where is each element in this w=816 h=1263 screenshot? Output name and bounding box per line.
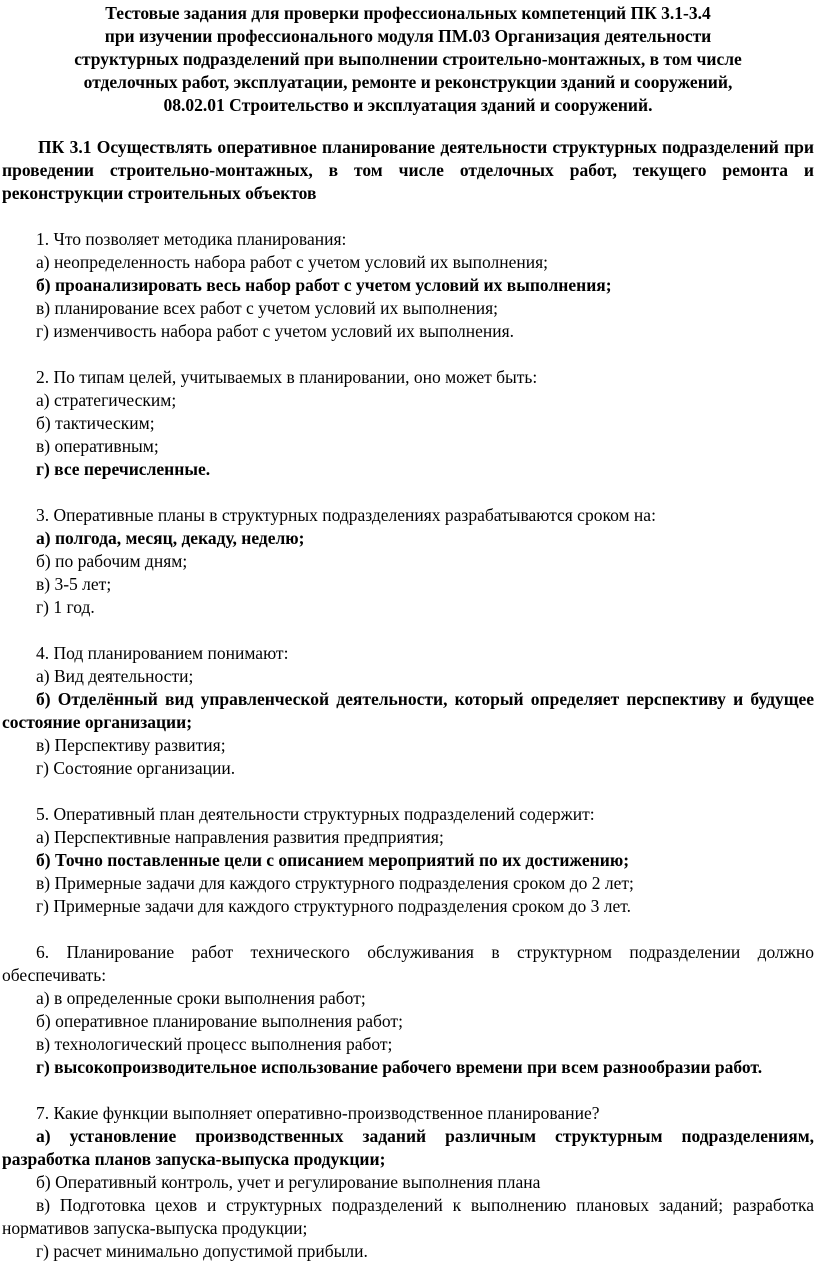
question-text: 7. Какие функции выполняет оперативно-производственное планирование? [36,1103,600,1123]
question-block-1 [2,228,814,343]
answer-option-correct: б) проанализировать весь набор работ с учетом условий их выполнения; [36,275,612,295]
answer-option-correct: а) полгода, месяц, декаду, неделю; [36,528,305,548]
answer-option: в) технологический процесс выполнения работ; [36,1034,393,1054]
question-block-3 [2,504,814,619]
question-block-5 [2,803,814,918]
question-block-4 [2,642,814,780]
answer-option: б) тактическим; [36,413,155,433]
answer-option: в) Примерные задачи для каждого структурного подразделения сроком до 2 лет; [36,873,634,893]
title-line: структурных подразделений при выполнении строительно-монтажных, в том числе [74,49,742,69]
answer-option: в) оперативным; [36,436,159,456]
answer-option-correct: г) высокопроизводительное использование рабочего времени при всем разнообразии работ. [36,1057,763,1077]
answer-option-correct: г) все перечисленные. [36,459,211,479]
answer-option-correct: б) Отделённый вид управленческой деятельности, который определяет перспективу и будущее состояние организации; [2,689,814,732]
answer-option-correct: б) Точно поставленные цели с описанием мероприятий по их достижению; [36,850,630,870]
competence-heading: ПК 3.1 Осуществлять оперативное планирование деятельности структурных подразделений при проведении строительно-монтажных, в том числе отделочных работ, текущего ремонта и реконструкции строительных объектов [2,137,814,203]
answer-option: а) Перспективные направления развития предприятия; [36,827,444,847]
answer-option: а) неопределенность набора работ с учетом условий их выполнения; [36,252,549,272]
answer-option: в) Перспективу развития; [36,735,226,755]
question-text: 5. Оперативный план деятельности структурных подразделений содержит: [36,804,595,824]
answer-option: а) стратегическим; [36,390,177,410]
answer-option: в) планирование всех работ с учетом условий их выполнения; [36,298,499,318]
document-title [2,0,814,117]
answer-option: а) в определенные сроки выполнения работ; [36,988,366,1008]
question-block-6 [2,941,814,1079]
answer-option: в) 3-5 лет; [36,574,112,594]
answer-option-correct: а) установление производственных заданий различным структурным подразделениям, разработка планов запуска-выпуска продукции; [2,1126,814,1169]
answer-option: б) Оперативный контроль, учет и регулирование выполнения плана [36,1172,541,1192]
title-line: отделочных работ, эксплуатации, ремонте и реконструкции зданий и сооружений, [83,72,733,92]
answer-option: г) Примерные задачи для каждого структурного подразделения сроком до 3 лет. [36,896,631,916]
question-text: 6. Планирование работ технического обслуживания в структурном подразделении должно обеспечивать: [2,942,814,985]
answer-option: б) оперативное планирование выполнения работ; [36,1011,403,1031]
answer-option: г) 1 год. [36,597,95,617]
title-line: при изучении профессионального модуля ПМ.03 Организация деятельности [104,26,712,46]
question-text: 2. По типам целей, учитываемых в планировании, оно может быть: [36,367,538,387]
question-text: 1. Что позволяет методика планирования: [36,229,347,249]
title-line: 08.02.01 Строительство и эксплуатация зданий и сооружений. [163,95,653,115]
answer-option: а) Вид деятельности; [36,666,194,686]
answer-option: в) Подготовка цехов и структурных подразделений к выполнению плановых заданий; разработка нормативов запуска-выпуска продукции; [2,1195,814,1238]
answer-option: г) расчет минимально допустимой прибыли. [36,1241,368,1261]
title-line: Тестовые задания для проверки профессиональных компетенций ПК 3.1-3.4 [105,3,711,23]
question-text: 4. Под планированием понимают: [36,643,289,663]
question-text: 3. Оперативные планы в структурных подразделениях разрабатываются сроком на: [36,505,656,525]
question-block-2 [2,366,814,481]
answer-option: г) изменчивость набора работ с учетом условий их выполнения. [36,321,515,341]
answer-option: б) по рабочим дням; [36,551,188,571]
question-block-7 [2,1102,814,1263]
answer-option: г) Состояние организации. [36,758,236,778]
